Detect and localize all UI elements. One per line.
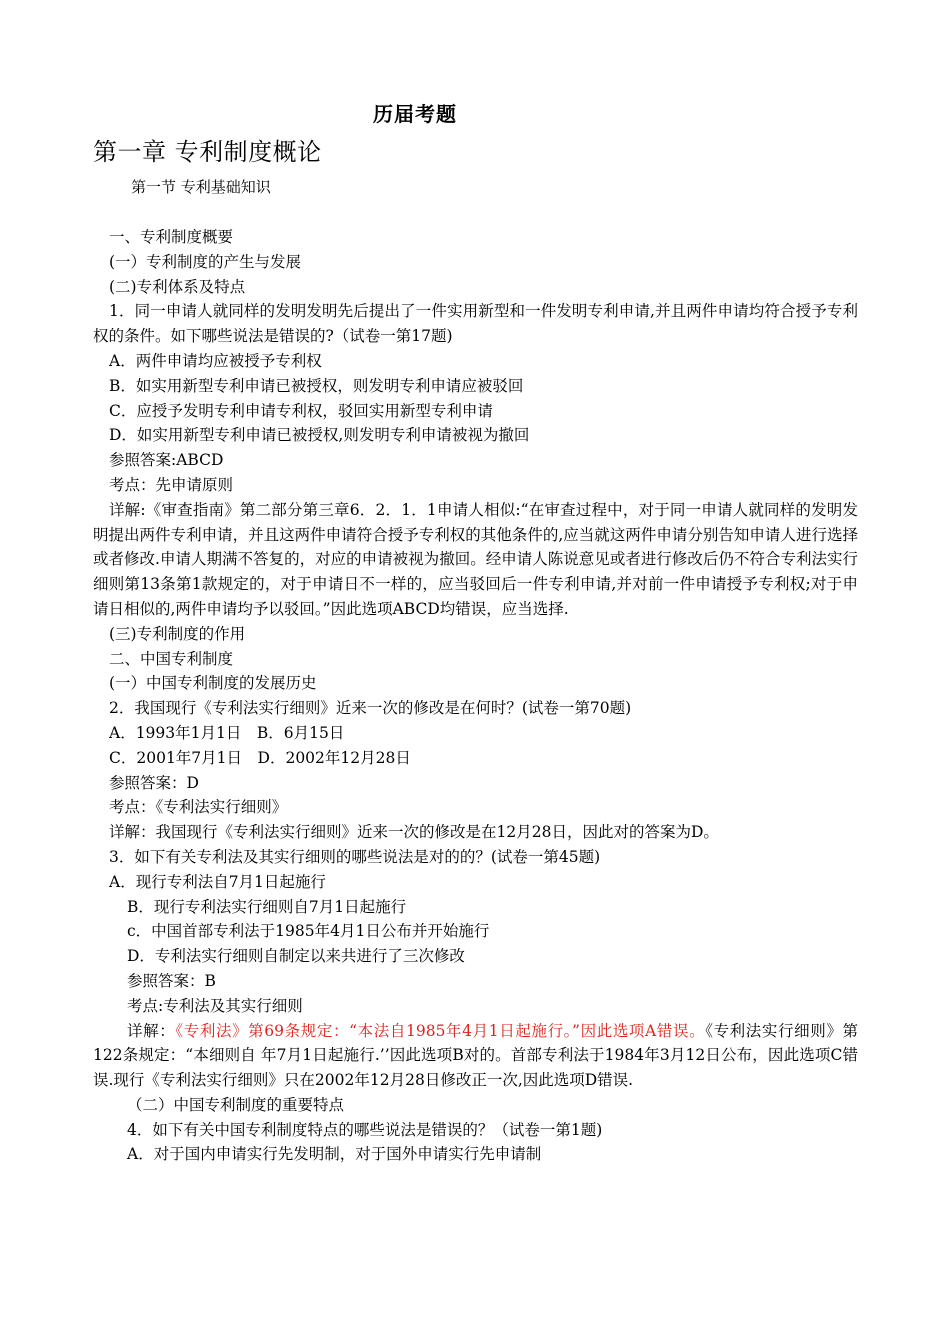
key-point: 考点:专利法及其实行细则 (127, 996, 303, 1015)
option: B．现行专利法实行细则自7月1日起施行 (127, 897, 407, 916)
option: C．2001年7月1日 D．2002年12月28日 (109, 748, 411, 767)
chapter-heading: 第一章 专利制度概论 (93, 138, 322, 166)
document-title: 历届考题 (373, 102, 457, 126)
question-3: 3．如下有关专利法及其实行细则的哪些说法是对的的？(试卷一第45题) (109, 847, 601, 866)
option: A．对于国内申请实行先发明制，对于国外申请实行先申请制 (127, 1145, 542, 1164)
explanation (93, 1019, 858, 1093)
explanation-rest: 《专利法实行细则》第122条规定：“本细则自 年7月1日起施行.’’因此选项B对的。首部专利法于1984年3月12日公布，因此选项C错误.现行《专利法实行细则》只在2002年12月28日修改正一次,因此选项D错误. (93, 1021, 858, 1090)
question-2: 2．我国现行《专利法实行细则》近来一次的修改是在何时？(试卷一第70题) (109, 699, 632, 718)
heading-level1: 二、中国专利制度 (109, 649, 234, 668)
option: A．两件申请均应被授予专利权 (109, 351, 322, 370)
explanation: 详解:《审查指南》第二部分第三章6．2．1．1申请人相似:“在审查过程中，对于同一申请人就同样的发明发明提出两件专利申请，并且这两件申请符合授予专利权的其他条件的,应当就这两件申请分别告知申请人进行选择或者修改.申请人期满不答复的，对应的申请被视为撤回。经申请人陈说意见或者进行修改后仍不符合专利法实行细则第13条第1款规定的，对于申请日不一样的，应当驳回后一件专利申请,并对前一件申请授予专利权;对于申请日相似的,两件申请均予以驳回。”因此选项ABCD均错误，应当选择. (93, 500, 858, 618)
key-point: 考点：《专利法实行细则》 (109, 798, 288, 817)
answer: 参照答案:ABCD (109, 451, 224, 470)
question-1: 1．同一申请人就同样的发明发明先后提出了一件实用新型和一件发明专利申请,并且两件申请均符合授予专利权的条件。如下哪些说法是错误的?（试卷一第17题) (93, 302, 858, 346)
answer: 参照答案：B (127, 971, 216, 990)
explanation-prefix: 详解： (127, 1021, 176, 1040)
document-body (93, 225, 858, 1167)
answer: 参照答案：D (109, 773, 199, 792)
section-heading: 第一节 专利基础知识 (131, 178, 271, 196)
option: D．专利法实行细则自制定以来共进行了三次修改 (127, 947, 465, 966)
option: C．应授予发明专利申请专利权，驳回实用新型专利申请 (109, 401, 493, 420)
heading-level2: (一）专利制度的产生与发展 (109, 252, 302, 271)
option: c．中国首部专利法于1985年4月1日公布并开始施行 (127, 922, 490, 941)
heading-level2: (二)专利体系及特点 (109, 277, 246, 296)
heading-level2: （二）中国专利制度的重要特点 (127, 1095, 345, 1114)
explanation: 详解：我国现行《专利法实行细则》近来一次的修改是在12月28日，因此对的答案为D。 (109, 823, 719, 842)
heading-level1: 一、专利制度概要 (109, 228, 234, 246)
key-point: 考点：先申请原则 (109, 475, 234, 494)
option: B．如实用新型专利申请已被授权，则发明专利申请应被驳回 (109, 376, 524, 395)
heading-level2: (一）中国专利制度的发展历史 (109, 674, 317, 693)
heading-level2: (三)专利制度的作用 (109, 624, 246, 643)
highlighted-text: 《专利法》第69条规定：“本法自1985年4月1日起施行。”因此选项A错误。 (175, 1021, 706, 1040)
option: D．如实用新型专利申请已被授权,则发明专利申请被视为撤回 (109, 426, 530, 445)
option: A．1993年1月1日 B．6月15日 (109, 723, 345, 742)
option: A．现行专利法自7月1日起施行 (109, 872, 326, 891)
question-4: 4．如下有关中国专利制度特点的哪些说法是错误的？（试卷一第1题) (127, 1120, 603, 1139)
